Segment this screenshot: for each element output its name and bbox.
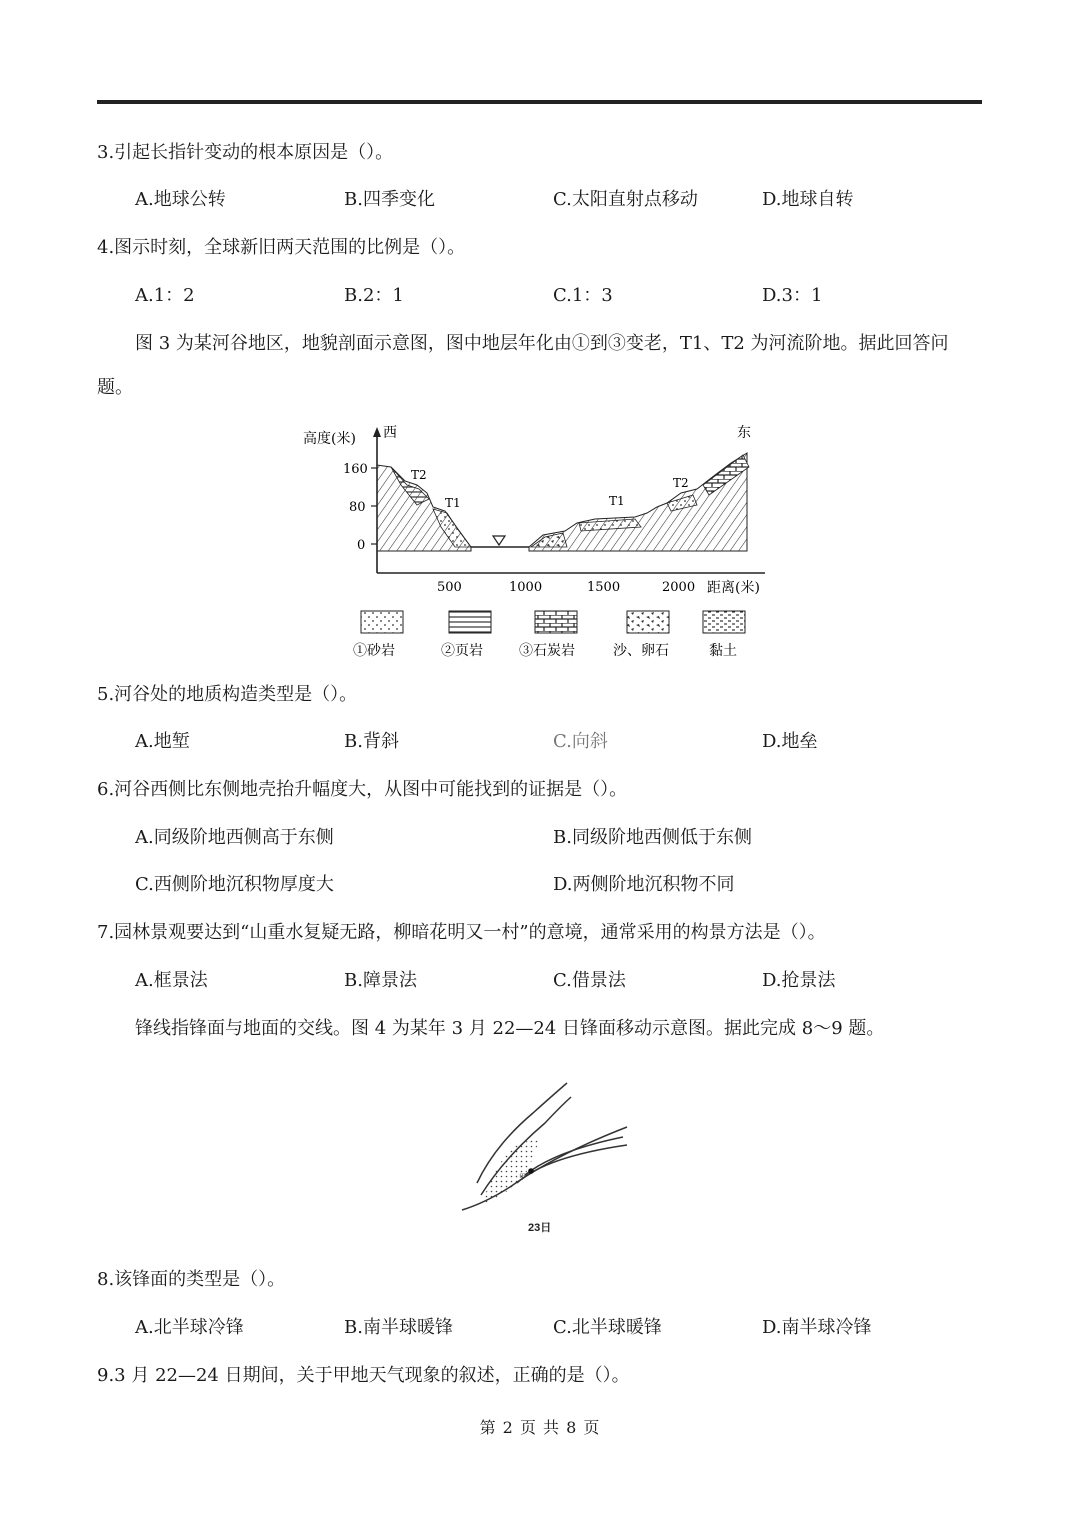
- x-tick-label: 500: [437, 580, 462, 595]
- location-jia-label: 甲: [519, 1173, 526, 1181]
- question-7-stem: 7.园林景观要达到“山重水复疑无路，柳暗花明又一村”的意境，通常采用的构景方法是（）。: [97, 922, 826, 943]
- figure3-intro-line1: 图 3 为某河谷地区，地貌剖面示意图，图中地层年化由①到③变老，T1、T2 为河流阶地。据此回答问: [135, 333, 949, 354]
- q3-option-c: C.太阳直射点移动: [553, 189, 698, 210]
- question-3-stem: 3.引起长指针变动的根本原因是（）。: [97, 142, 394, 163]
- q7-option-d: D.抢景法: [762, 970, 836, 991]
- question-5-stem: 5.河谷处的地质构造类型是（）。: [97, 684, 358, 705]
- q6-option-c: C.西侧阶地沉积物厚度大: [135, 874, 334, 895]
- header-rule: [97, 100, 982, 104]
- q7-option-b: B.障景法: [344, 970, 417, 991]
- q7-option-a: A.框景法: [135, 970, 208, 991]
- west-label: 西: [383, 425, 397, 441]
- y-tick-label: 160: [343, 462, 368, 477]
- x-tick-label: 2000: [662, 580, 696, 595]
- q5-option-a: A.地堑: [135, 731, 190, 752]
- q8-option-a: A.北半球冷锋: [135, 1317, 244, 1338]
- legend-swatch-shale: [449, 611, 491, 633]
- legend-label: 沙、卵石: [613, 643, 669, 659]
- legend-label: 黏土: [709, 643, 737, 659]
- date-label: 23日: [528, 1222, 552, 1234]
- figure3-intro-line2: 题。: [97, 377, 133, 398]
- q3-option-d: D.地球自转: [762, 189, 854, 210]
- legend-swatch-sandstone: [361, 611, 403, 633]
- location-jia-dot: [528, 1168, 534, 1174]
- x-tick-label: 1000: [509, 580, 543, 595]
- figure4-intro: 锋线指锋面与地面的交线。图 4 为某年 3 月 22—24 日锋面移动示意图。据此完成 8～9 题。: [135, 1018, 885, 1039]
- q7-option-c: C.借景法: [553, 970, 626, 991]
- q6-option-d: D.两侧阶地沉积物不同: [553, 874, 735, 895]
- question-6-stem: 6.河谷西侧比东侧地壳抬升幅度大，从图中可能找到的证据是（）。: [97, 779, 628, 800]
- legend-swatch-clay: [703, 611, 745, 633]
- y-axis-label: 高度(米): [303, 431, 356, 447]
- q8-option-d: D.南半球冷锋: [762, 1317, 872, 1338]
- q4-option-b: B.2：1: [344, 285, 404, 306]
- q5-option-d: D.地垒: [762, 731, 818, 752]
- q4-option-c: C.1：3: [553, 285, 613, 306]
- q3-option-b: B.四季变化: [344, 189, 435, 210]
- figure4-front-diagram: [455, 1075, 635, 1240]
- terrace-label-east-t2: T2: [673, 476, 689, 490]
- question-8-stem: 8.该锋面的类型是（）。: [97, 1269, 286, 1290]
- y-axis-arrow: [373, 427, 381, 437]
- legend-swatch-gravel: [627, 611, 669, 633]
- q8-option-b: B.南半球暖锋: [344, 1317, 453, 1338]
- q8-option-c: C.北半球暖锋: [553, 1317, 662, 1338]
- question-4-stem: 4.图示时刻，全球新旧两天范围的比例是（）。: [97, 237, 466, 258]
- q6-option-b: B.同级阶地西侧低于东侧: [553, 827, 752, 848]
- y-tick-label: 80: [349, 500, 366, 515]
- legend-label: ①砂岩: [353, 643, 395, 659]
- terrace-label-west-t1: T1: [445, 496, 461, 510]
- terrace-label-east-t1: T1: [609, 494, 625, 508]
- x-axis-label: 距离(米): [707, 580, 760, 596]
- question-9-stem: 9.3 月 22—24 日期间，关于甲地天气现象的叙述，正确的是（）。: [97, 1365, 630, 1386]
- legend-swatch-limestone: [535, 611, 577, 633]
- legend-label: ③石炭岩: [519, 643, 575, 659]
- q5-option-b: B.背斜: [344, 731, 399, 752]
- legend-label: ②页岩: [441, 643, 483, 659]
- x-tick-label: 1500: [587, 580, 621, 595]
- water-level-marker: [493, 536, 505, 545]
- page-number: 第 2 页 共 8 页: [479, 1418, 601, 1437]
- q3-option-a: A.地球公转: [135, 189, 226, 210]
- q6-option-a: A.同级阶地西侧高于东侧: [135, 827, 334, 848]
- east-label: 东: [737, 425, 751, 441]
- q4-option-a: A.1：2: [135, 285, 195, 306]
- q5-option-c: C.向斜: [553, 731, 608, 752]
- y-tick-label: 0: [357, 538, 366, 553]
- figure3-valley-profile: [295, 415, 785, 665]
- q4-option-d: D.3：1: [762, 285, 823, 306]
- terrace-label-west-t2: T2: [411, 468, 427, 482]
